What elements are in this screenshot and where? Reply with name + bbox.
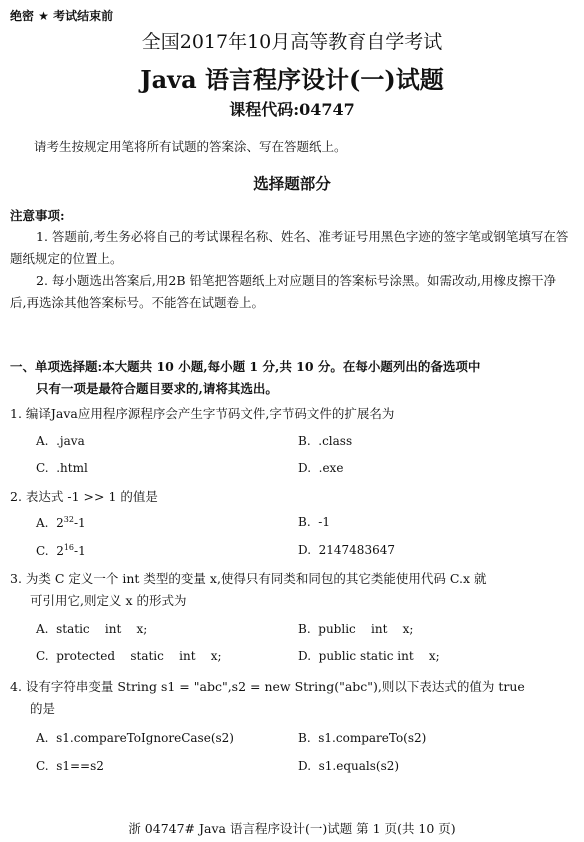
exam-title: 全国2017年10月高等教育自学考试 xyxy=(141,31,443,53)
question-2-option-a-base: A. 2 xyxy=(36,516,64,530)
question-2-option-b: B. -1 xyxy=(298,515,330,529)
course-code: 课程代码:04747 xyxy=(229,100,355,119)
question-1-option-a: A. .java xyxy=(36,434,85,448)
question-3-option-b: B. public int x; xyxy=(298,622,414,636)
question-4-stem-line1: 4. 设有字符串变量 String s1 = "abc",s2 = new String("abc"),则以下表达式的值为 true xyxy=(10,679,525,694)
question-1-stem: 1. 编译Java应用程序源程序会产生字节码文件,字节码文件的扩展名为 xyxy=(10,406,395,421)
question-1-option-d: D. .exe xyxy=(298,461,344,475)
question-2-stem: 2. 表达式 -1 >> 1 的值是 xyxy=(10,489,158,504)
question-3-option-d: D. public static int x; xyxy=(298,649,440,663)
instruction-text: 请考生按规定用笔将所有试题的答案涂、写在答题纸上。 xyxy=(34,139,347,154)
question-1-option-c: C. .html xyxy=(36,461,88,475)
section-title: 选择题部分 xyxy=(253,174,331,193)
page-footer: 浙 04747# Java 语言程序设计(一)试题 第 1 页(共 10 页) xyxy=(128,821,456,836)
question-3-stem-line1: 3. 为类 C 定义一个 int 类型的变量 x,使得只有同类和同包的其它类能使用代码 C.x 就 xyxy=(10,571,487,586)
question-2-option-c xyxy=(36,543,86,558)
question-2-option-c-tail: -1 xyxy=(74,544,86,558)
notes-title: 注意事项: xyxy=(10,208,65,223)
question-4-option-d: D. s1.equals(s2) xyxy=(298,759,400,773)
question-2-option-a-exponent: 32 xyxy=(63,515,74,524)
question-3-option-a: A. static int x; xyxy=(36,622,148,636)
question-2-option-c-base: C. 2 xyxy=(36,544,64,558)
question-4-option-a: A. s1.compareToIgnoreCase(s2) xyxy=(36,731,234,745)
paper-title: Java 语言程序设计(一)试题 xyxy=(140,65,444,94)
question-4-option-b: B. s1.compareTo(s2) xyxy=(298,731,427,745)
question-2-option-a xyxy=(36,515,86,530)
question-2-option-c-exponent: 16 xyxy=(63,543,75,552)
question-3-option-c: C. protected static int x; xyxy=(36,649,222,663)
part1-heading xyxy=(10,356,570,400)
question-1-option-b: B. .class xyxy=(298,434,353,448)
question-4-stem-line2: 的是 xyxy=(30,701,56,716)
question-3-stem-line2: 可引用它,则定义 x 的形式为 xyxy=(30,593,187,608)
question-2-option-d: D. 2147483647 xyxy=(298,543,395,557)
confidential-label: 绝密 ★ 考试结束前 xyxy=(10,9,114,23)
question-3-stem xyxy=(10,568,570,612)
part1-heading-line1: 一、单项选择题:本大题共 10 小题,每小题 1 分,共 10 分。在每小题列出的备选项中 xyxy=(10,359,481,374)
question-4-stem xyxy=(10,676,570,720)
question-2-option-a-tail: -1 xyxy=(73,516,86,530)
part1-heading-line2: 只有一项是最符合题目要求的,请将其选出。 xyxy=(36,381,278,396)
note-item-1: 1. 答题前,考生务必将自己的考试课程名称、姓名、准考证号用黑色字迹的签字笔或钢笔填写在答题纸规定的位置上。 xyxy=(10,229,569,266)
note-item-2: 2. 每小题选出答案后,用2B 铅笔把答题纸上对应题目的答案标号涂黑。如需改动,用橡皮擦干净后,再选涂其他答案标号。不能答在试题卷上。 xyxy=(10,273,556,310)
question-4-option-c: C. s1==s2 xyxy=(36,759,104,773)
